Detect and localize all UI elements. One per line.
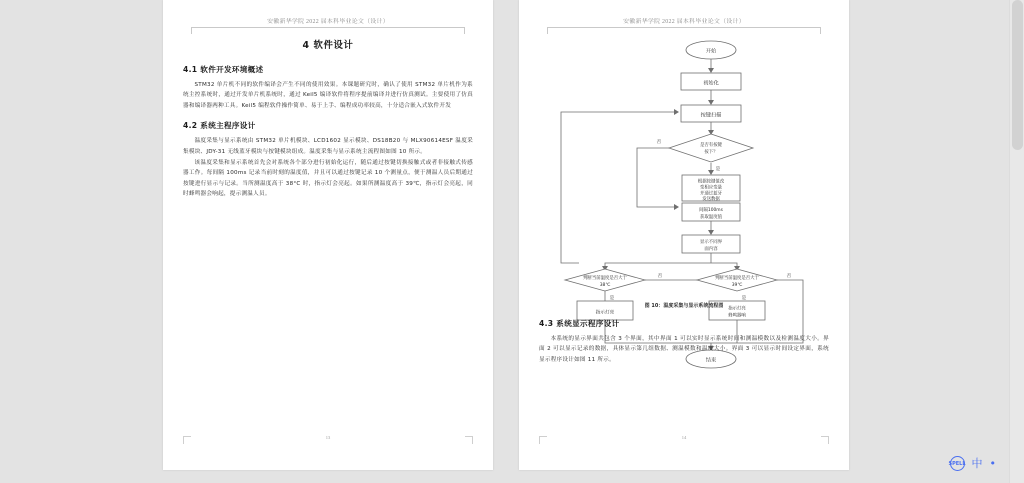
ime-secondary-label[interactable]: • [989,457,996,470]
flow-node-led-buzzer-line1: 指示灯亮 [728,306,746,312]
flow-node-display-line2: 面内容 [704,247,718,252]
flow-node-key-action-line4: 发送数据 [702,197,720,202]
flow-node-sample-line2: 获取温度值 [700,215,722,220]
section-heading-4-2: 4.2 系统主程序设计 [183,121,256,131]
vertical-scrollbar[interactable] [1009,0,1024,483]
header-rule [191,27,465,28]
ime-mode-label[interactable]: 中 [971,457,983,470]
flow-node-end-label: 结束 [705,357,717,364]
flow-node-display-line1: 显示不同界 [700,240,722,245]
flow-edge-label-38-no: 否 [657,274,663,279]
ime-logo-icon[interactable]: SPELL [950,456,965,471]
flow-node-key-action-line2: 变相应变量 [700,185,722,191]
document-page-13[interactable] [163,0,493,470]
running-header: 安徽新华学院 2022 届本科毕业论文（设计） [267,17,389,25]
flow-node-key-action-line1: 根据按键值改 [697,179,725,185]
flow-node-decision-38-line2: 38℃ [599,283,611,288]
scrollbar-thumb[interactable] [1012,0,1023,150]
flow-node-init-label: 初始化 [703,80,719,87]
flow-node-key-scan-label: 按键扫描 [700,112,722,119]
flow-edge-label-39-yes: 是 [741,296,747,301]
figure-caption-10: 图 10：温度采集与显示系统流程图 [644,303,724,309]
flow-edge-label-39-no: 否 [786,274,792,279]
flow-node-start-label: 开始 [705,48,717,55]
flow-node-key-decision-label-1: 是否有按键 [700,143,722,148]
flow-node-decision-38-line1: 判断当前温度是否大于 [583,276,627,281]
flow-node-sample-line1: 间隔100ms [699,208,723,213]
paragraph-4-2-a: 温度采集与显示系统由 STM32 单片机模块、LCD1602 显示模块、DS18B20 与 MLX90614ESF 温度采集模块、JDY-31 无线蓝牙模块与按键模块组成。温度采集与显示系统主流程图如图 10 所示。 [183,138,473,155]
flow-node-decision-39-line2: 39℃ [731,283,743,288]
page-number-left: 13 [325,435,331,440]
flow-node-decision-39-line1: 判断当前温度是否大于 [715,276,759,281]
flow-edge-label-38-yes: 是 [609,296,615,301]
flow-edge-label-key-no: 否 [656,140,662,145]
chapter-title: 4 软件设计 [302,40,354,51]
section-heading-4-1: 4.1 软件开发环境概述 [183,65,264,74]
flow-edge-label-key-yes: 是 [715,167,721,172]
paragraph-4-1: STM32 单片机不同的软件编译会产生不同的使用效果。本课题研究时，确认了使用 STM32 单片机作为系统主控系统时，通过开发单片机系统时，通过 Keil5 编译软件将程序提前编译并进行仿真测试。主要使用了仿真器和编译器两种工具。Keil5 编程软件操作简单、易于上手、编程成功率较高，十分适合嵌入式软件开发 [183,82,473,109]
flow-node-key-decision-label-2: 按下？ [704,150,718,155]
paragraph-4-3: 本系统的显示界面共包含 3 个界面，其中界面 1 可以实时显示系统时间和测温模数以及检测温度大小。界面 2 可以显示记录的数据，具体显示第几组数据、测温模数和温度大小。界面 3 可以显示时间设定界面，系统显示程序设计如图 11 所示。 [539,336,829,363]
flow-node-key-decision [669,134,753,162]
section-heading-4-3: 4.3 系统显示程序设计 [539,319,620,328]
flow-node-led-on-label: 指示灯亮 [595,310,615,316]
header-rule [547,27,821,28]
ime-floating-bar[interactable] [944,453,1003,474]
flow-node-led-buzzer-line2: 蜂鸣器响 [728,313,746,319]
page-content [183,37,473,200]
page-number-right: 14 [681,435,687,440]
flow-node-key-action-line3: 并通过蓝牙 [700,191,722,197]
page-content [539,37,829,365]
running-header: 安徽新华学院 2022 届本科毕业论文（设计） [623,17,745,25]
paragraph-4-2-b: 该温度采集和显示系统首先会对系统各个部分进行初始化运行，随后通过按键切换接触式或者非接触式传感器工作。每间隔 100ms 记录当前时刻的温度值，并且可以通过按键记录 10 个测量点，便于测温人员后期通过按键进行显示与记录。当所测温度高于 38°C 时，指示灯会亮起。如果所测温度高于 39℃，指示灯会亮起，同时蜂鸣器会响起，提示测温人员。 [183,160,473,198]
document-page-14[interactable] [519,0,849,470]
